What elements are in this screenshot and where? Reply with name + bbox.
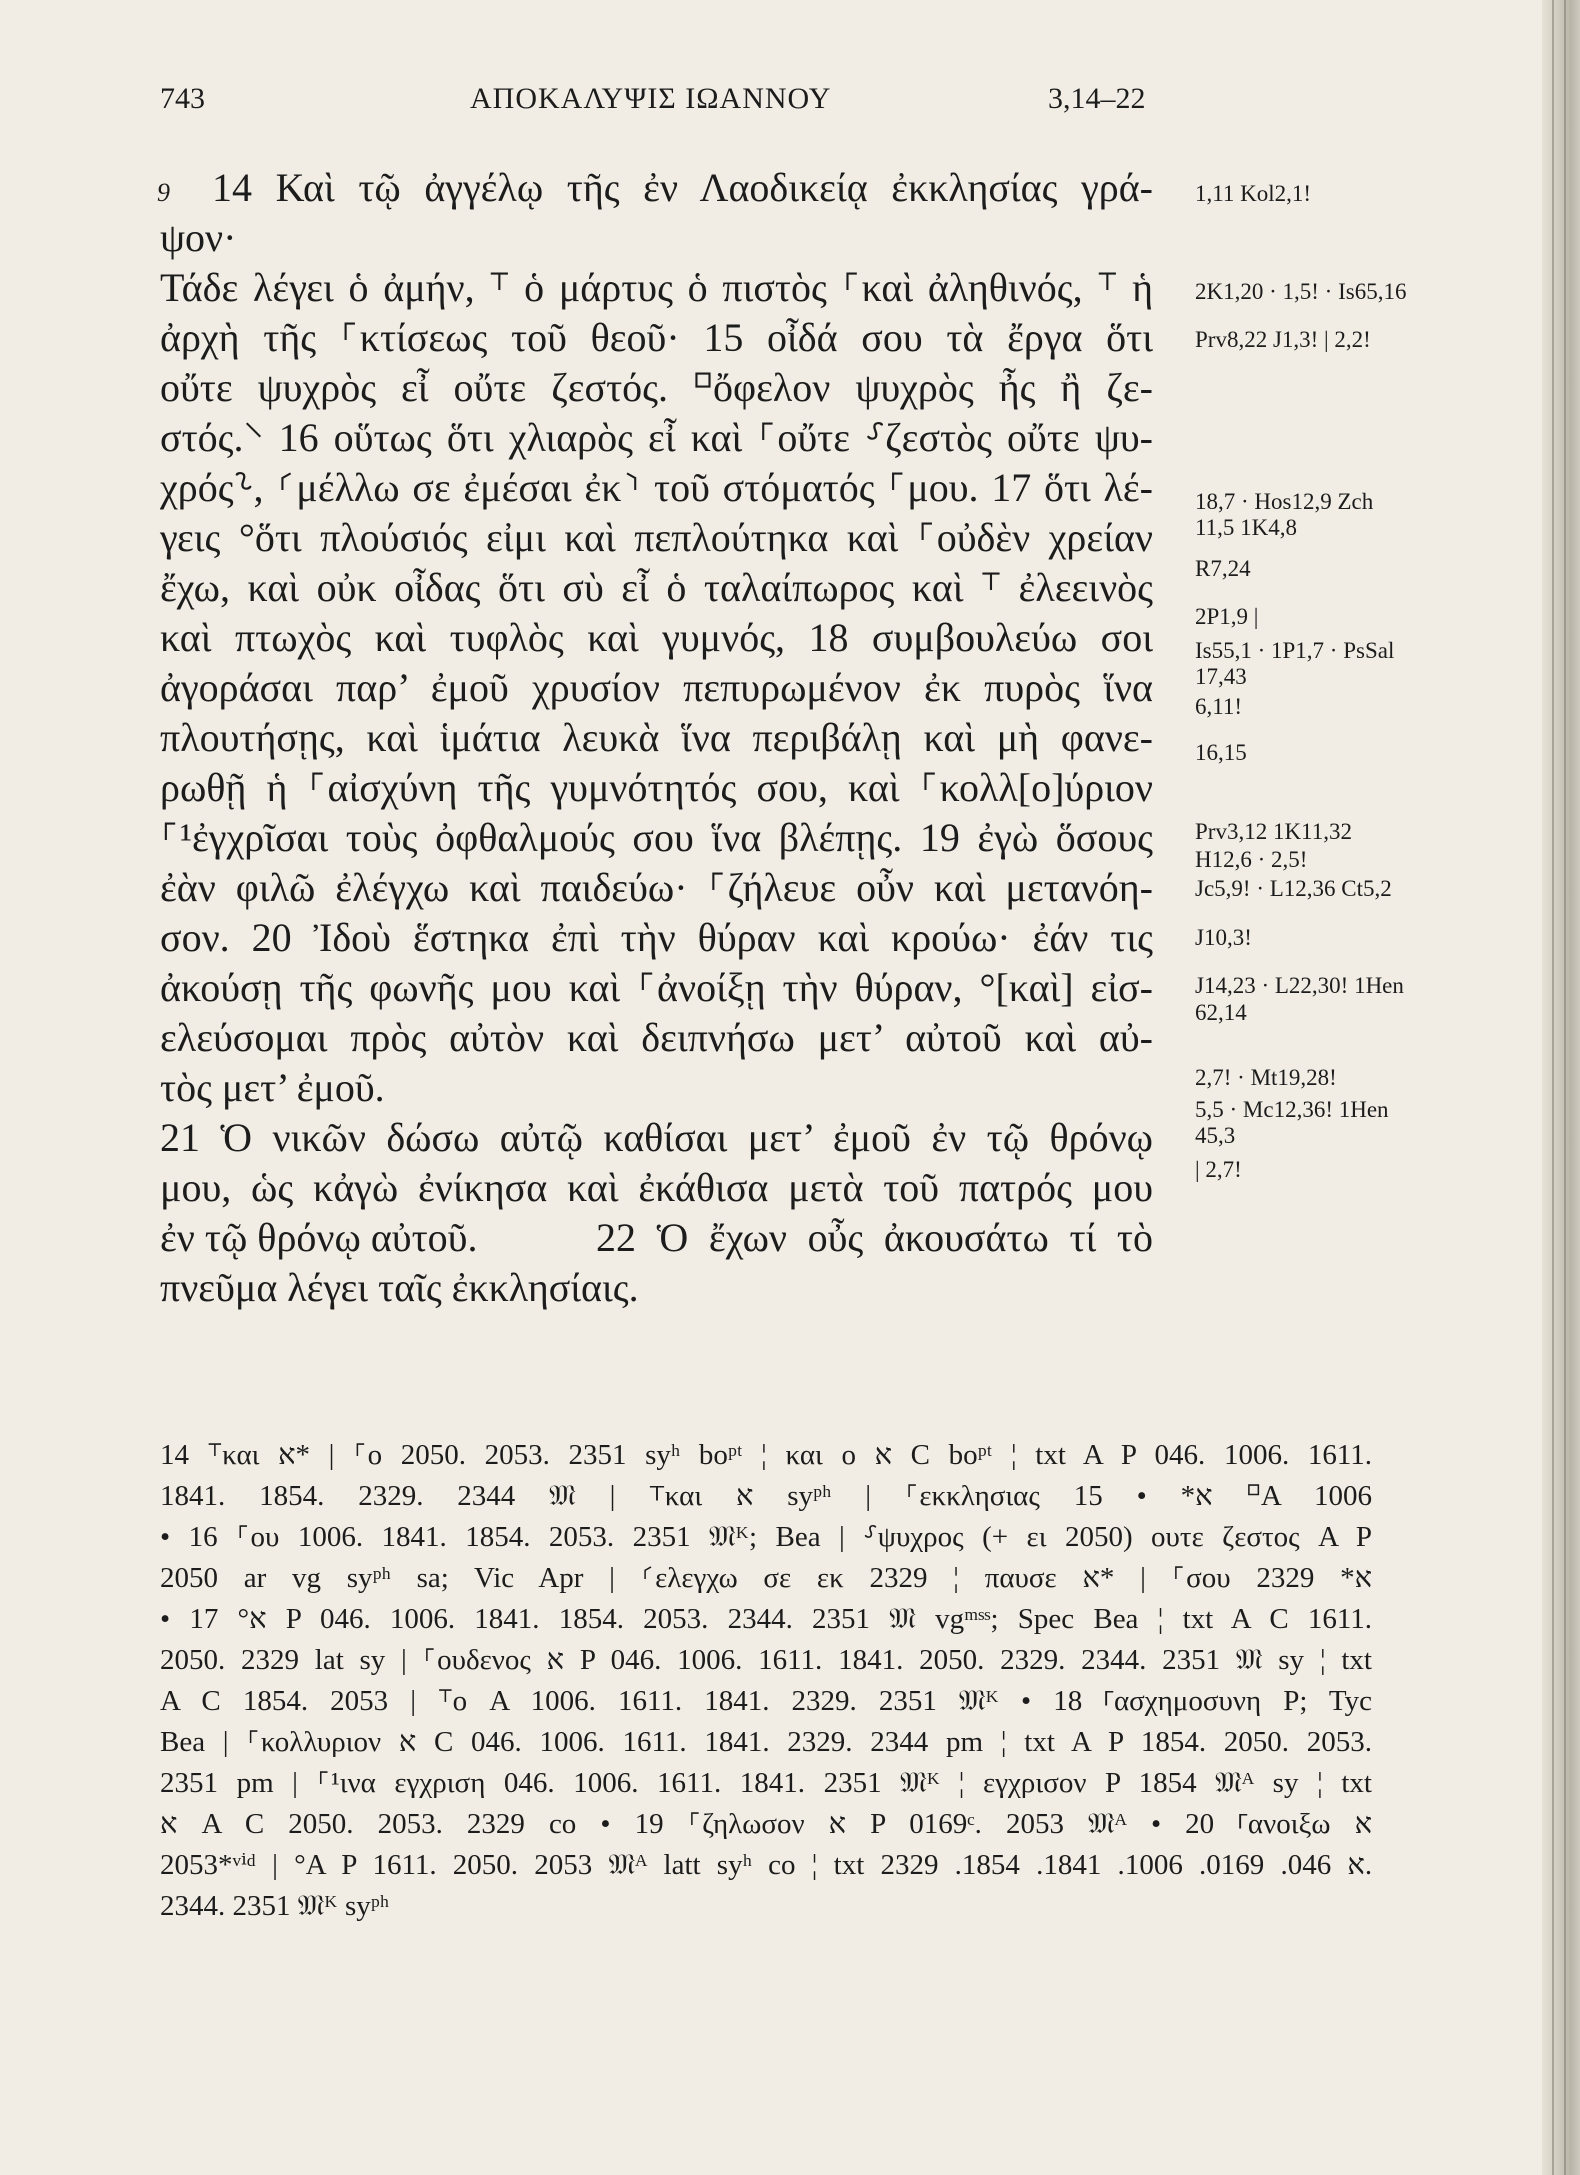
apparatus-line: 2053*ᵛⁱᵈ | °A P 1611. 2050. 2053 𝔐ᴬ latt syʰ co ¦ txt א 046. 0169. 1006. 1841. 1854. 2329. — [160, 1849, 1373, 1881]
margin-ref: Prv3,12 1K11,32 — [1195, 819, 1352, 844]
text-line: ψον· — [160, 215, 237, 260]
apparatus-line: • 16 ⸀ου 1006. 1841. 1854. 2053. 2351 𝔐ᴷ; Bea | ⸉ψυχρος (+ ει 2050) ουτε ζεστος A P — [160, 1521, 1372, 1553]
text-line: πλουτήσῃς, καὶ ἱμάτια λευκὰ ἵνα περιβάλῃ καὶ μὴ φανε- — [160, 715, 1153, 760]
text-line: ἐν τῷ θρόνῳ αὐτοῦ. — [160, 1215, 478, 1260]
chapter-verse-range: 3,14–22 — [1048, 82, 1146, 115]
margin-ref: Is55,1 · 1P1,7 · PsSal — [1195, 638, 1395, 663]
margin-ref: 2K1,20 · 1,5! · Is65,16 — [1195, 279, 1407, 304]
text-line: 22 Ὁ ἔχων οὖς ἀκουσάτω τί τὸ — [596, 1215, 1153, 1260]
text-line: ἀκούσῃ τῆς φωνῆς μου καὶ ⸀ἀνοίξῃ τὴν θύραν, °[καὶ] εἰσ- — [160, 965, 1153, 1010]
text-line: ρωθῇ ἡ ⸀αἰσχύνη τῆς γυμνότητός σου, καὶ ⸀κολλ[ο]ύριον — [160, 765, 1153, 810]
text-line: ἐὰν φιλῶ ἐλέγχω καὶ παιδεύω· ⸀ζήλευε οὖν καὶ μετανόη- — [160, 865, 1153, 910]
margin-ref: 18,7 · Hos12,9 Zch — [1195, 489, 1374, 514]
margin-ref: 45,3 — [1195, 1123, 1236, 1148]
text-line: 21 Ὁ νικῶν δώσω αὐτῷ καθίσαι μετ’ ἐμοῦ ἐν τῷ θρόνῳ — [160, 1115, 1153, 1160]
text-line: ἔχω, καὶ οὐκ οἶδας ὅτι σὺ εἶ ὁ ταλαίπωρος καὶ ⸆ ἐλεεινὸς — [160, 565, 1153, 610]
margin-ref: J10,3! — [1195, 925, 1252, 950]
text-line: ἀγοράσαι παρ’ ἐμοῦ χρυσίον πεπυρωμένον ἐκ πυρὸς ἵνα — [160, 665, 1153, 710]
margin-ref: 16,15 — [1195, 740, 1247, 765]
margin-ref: 17,43 — [1195, 664, 1247, 689]
apparatus-line: • 17 °א P 046. 1006. 1841. 1854. 2053. 2344. 2351 𝔐 vgᵐˢˢ; Spec Bea ¦ txt A C 1611. — [160, 1603, 1373, 1635]
page-number: 743 — [160, 82, 205, 115]
apparatus-line: Bea | ⸀κολλυριον א C 046. 1006. 1611. 1841. 2329. 2344 pm ¦ txt A P 1854. 2050. 2053. — [160, 1726, 1372, 1758]
text-line: ⸀¹ἐγχρῖσαι τοὺς ὀφθαλμούς σου ἵνα βλέπῃς. 19 ἐγὼ ὅσους — [160, 815, 1153, 860]
margin-ref: H12,6 · 2,5! — [1195, 847, 1308, 872]
text-line: ελεύσομαι πρὸς αὐτὸν καὶ δειπνήσω μετ’ αὐτοῦ καὶ αὐ- — [160, 1015, 1153, 1060]
margin-ref: 5,5 · Mc12,36! 1Hen — [1195, 1097, 1389, 1122]
text-line: στός.⸌ 16 οὕτως ὅτι χλιαρὸς εἶ καὶ ⸀οὔτε ⸉ζεστὸς οὔτε ψυ- — [160, 415, 1153, 460]
margin-ref: Prv8,22 J1,3! | 2,2! — [1195, 327, 1371, 352]
text-line: σον. 20 Ἰδοὺ ἕστηκα ἐπὶ τὴν θύραν καὶ κρούω· ἐάν τις — [160, 915, 1153, 960]
text-line: οὔτε ψυχρὸς εἶ οὔτε ζεστός. ⸋ὄφελον ψυχρὸς ἦς ἢ ζε- — [160, 365, 1153, 410]
apparatus-line: A C 1854. 2053 | ⸆ο A 1006. 1611. 1841. 2329. 2351 𝔐ᴷ • 18 ⸀ασχημοσυνη P; Tyc — [160, 1685, 1372, 1717]
margin-ref: J14,23 · L22,30! 1Hen — [1195, 973, 1404, 998]
apparatus-line: 14 ⸆και א* | ⸀ο 2050. 2053. 2351 syʰ boᵖᵗ ¦ και ο א C boᵖᵗ ¦ txt A P 046. 1006. 1611. — [160, 1439, 1372, 1471]
margin-ref: 1,11 Kol2,1! — [1195, 181, 1312, 206]
section-marker: 9 — [157, 178, 170, 207]
margin-ref: R7,24 — [1195, 556, 1251, 581]
apparatus-line: א A C 2050. 2053. 2329 co • 19 ⸀ζηλωσον א P 0169ᶜ. 2053 𝔐ᴬ • 20 ⸀ανοιξω א — [160, 1808, 1372, 1840]
text-line: καὶ πτωχὸς καὶ τυφλὸς καὶ γυμνός, 18 συμβουλεύω σοι — [160, 615, 1153, 660]
margin-ref: 11,5 1K4,8 — [1195, 515, 1298, 540]
apparatus-line: 1841. 1854. 2329. 2344 𝔐 | ⸆και א syᵖʰ | ⸀εκκλησιας א* • 15 ⸋A 1006 — [160, 1480, 1373, 1512]
apparatus-line: 2050. 2329 lat sy | ⸀ουδενος א P 046. 1006. 1611. 1841. 2050. 2329. 2344. 2351 𝔐 sy ¦ txt — [160, 1644, 1372, 1676]
apparatus-line: 2344. 2351 𝔐ᴷ syᵖʰ — [160, 1890, 390, 1922]
margin-ref: 6,11! — [1195, 694, 1243, 719]
text-line: χρός⸊, ⸂μέλλω σε ἐμέσαι ἐκ⸃ τοῦ στόματός ⸀μου. 17 ὅτι λέ- — [160, 465, 1153, 510]
text-line: ἀρχὴ τῆς ⸀κτίσεως τοῦ θεοῦ· 15 οἶδά σου τὰ ἔργα ὅτι — [160, 315, 1153, 360]
apparatus-line: 2351 pm | ⸀¹ινα εγχριση 046. 1006. 1611. 1841. 2351 𝔐ᴷ ¦ εγχρισον P 1854 𝔐ᴬ sy ¦ txt — [160, 1767, 1372, 1799]
margin-ref: | 2,7! — [1195, 1157, 1242, 1182]
margin-ref: 2P1,9 | — [1195, 604, 1259, 629]
margin-ref: 62,14 — [1195, 1000, 1247, 1025]
running-title: ΑΠΟΚΑΛΥΨΙΣ ΙΩΑΝΝΟΥ — [470, 82, 832, 115]
page-edge — [1542, 0, 1580, 2175]
text-line: πνεῦμα λέγει ταῖς ἐκκλησίαις. — [160, 1265, 639, 1310]
margin-ref: 2,7! · Mt19,28! — [1195, 1065, 1337, 1090]
text-line: Τάδε λέγει ὁ ἀμήν, ⸆ ὁ μάρτυς ὁ πιστὸς ⸀καὶ ἀληθινός, ⸆ ἡ — [160, 265, 1153, 310]
text-line: τὸς μετ’ ἐμοῦ. — [160, 1065, 385, 1110]
text-line: γεις °ὅτι πλούσιός εἰμι καὶ πεπλούτηκα καὶ ⸀οὐδὲν χρείαν — [160, 515, 1153, 560]
running-header — [160, 82, 1160, 122]
text-line: 14 Καὶ τῷ ἀγγέλῳ τῆς ἐν Λαοδικείᾳ ἐκκλησίας γρά- — [212, 165, 1153, 210]
apparatus-line: 2050 ar vg syᵖʰ sa; Vic Apr | ⸂ελεγχω σε εκ 2329 ¦ παυσε א* | ⸀σου א* 2329 — [160, 1562, 1372, 1594]
text-line: μου, ὡς κἀγὼ ἐνίκησα καὶ ἐκάθισα μετὰ τοῦ πατρός μου — [160, 1165, 1153, 1210]
margin-ref: Jc5,9! · L12,36 Ct5,2 — [1195, 876, 1392, 901]
